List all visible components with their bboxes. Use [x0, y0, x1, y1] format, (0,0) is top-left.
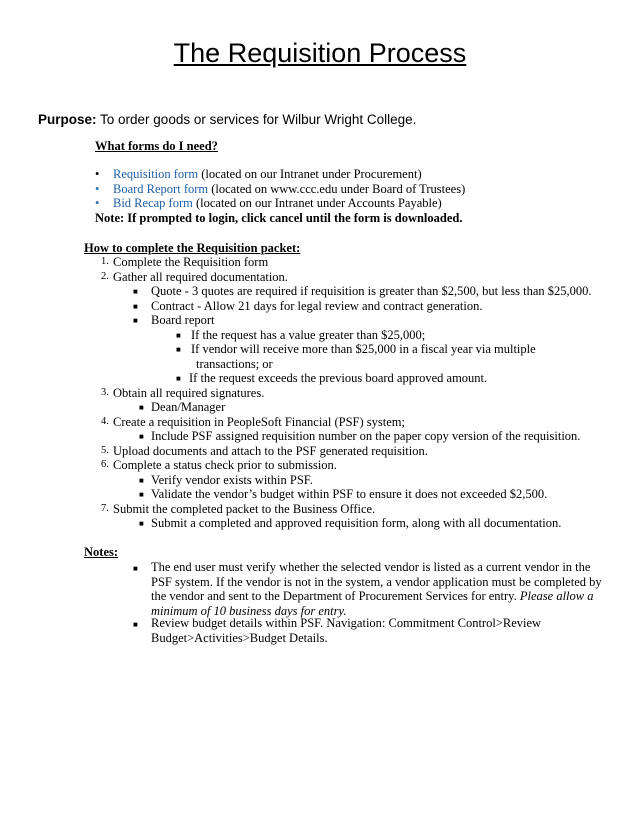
bid-recap-form-link[interactable]: Bid Recap form: [113, 196, 193, 210]
note-text: [151, 560, 606, 618]
step-text: Gather all required documentation.: [113, 269, 288, 284]
sub-sub-item-text: If the request has a value greater than $25,000;: [191, 327, 426, 342]
list-item: [95, 167, 615, 182]
forms-list: [95, 167, 615, 211]
requisition-form-link[interactable]: Requisition form: [113, 167, 199, 181]
step-text: Complete a status check prior to submission.: [113, 458, 337, 472]
step-text: Submit the completed packet to the Business Office.: [113, 501, 376, 516]
square-bullet-icon: ■: [133, 301, 138, 311]
list-item: [0, 270, 640, 285]
bullet-icon: •: [95, 181, 100, 196]
list-item: [0, 371, 640, 386]
list-item: [0, 342, 640, 357]
forms-heading: What forms do I need?: [95, 139, 218, 153]
how-heading: How to complete the Requisition packet:: [84, 241, 301, 255]
list-item: [0, 558, 640, 616]
list-item: [0, 487, 640, 502]
step-text: Upload documents and attach to the PSF generated requisition.: [113, 443, 428, 458]
square-bullet-icon: ■: [139, 403, 144, 412]
step-number: 1.: [101, 256, 109, 267]
list-item: [0, 415, 640, 430]
sub-item-text: Board report: [151, 313, 215, 327]
square-bullet-icon: ■: [133, 316, 138, 325]
list-item: [0, 473, 640, 488]
square-bullet-icon: ■: [139, 432, 144, 441]
step-number: 7.: [101, 502, 109, 514]
square-bullet-icon: ■: [133, 564, 138, 573]
step-text: Obtain all required signatures.: [113, 385, 265, 400]
list-item: [0, 299, 640, 314]
notes-heading: Notes:: [84, 545, 119, 559]
sub-item-text: Quote - 3 quotes are required if requisition is greater than $2,500, but less than $25,000.: [151, 284, 592, 298]
step-text: Create a requisition in PeopleSoft Financial (PSF) system;: [113, 414, 405, 429]
step-number: 3.: [101, 386, 109, 398]
bullet-icon: •: [95, 196, 100, 210]
bullet-icon: •: [95, 167, 100, 181]
page-title: The Requisition Process: [173, 38, 467, 68]
sub-item-text: Validate the vendor’s budget within PSF to ensure it does not exceeded $2,500.: [151, 487, 548, 501]
steps-list: [0, 255, 640, 531]
board-report-form-link[interactable]: Board Report form: [113, 181, 209, 196]
sub-item-text: Dean/Manager: [151, 400, 226, 414]
sub-sub-item-text: If the request exceeds the previous board approved amount.: [189, 371, 488, 385]
step-number: 4.: [101, 415, 109, 427]
list-item: [95, 182, 615, 197]
list-item: [0, 516, 640, 531]
square-bullet-icon: ■: [176, 345, 181, 354]
step-number: 2.: [101, 270, 109, 282]
square-bullet-icon: ■: [176, 374, 181, 383]
sub-sub-item-text: If vendor will receive more than $25,000 in a fiscal year via multiple: [191, 342, 536, 356]
step-text: Complete the Requisition form: [113, 255, 269, 269]
square-bullet-icon: ■: [133, 287, 138, 296]
square-bullet-icon: ■: [139, 475, 144, 485]
notes-list: [0, 558, 640, 645]
sub-item-text: Submit a completed and approved requisition form, along with all documentation.: [151, 516, 562, 530]
step-number: 6.: [101, 459, 109, 470]
square-bullet-icon: ■: [139, 519, 144, 528]
sub-sub-item-text: transactions; or: [196, 356, 273, 371]
purpose-text: To order goods or services for Wilbur Wright College.: [96, 112, 417, 127]
sub-item-text: Include PSF assigned requisition number on the paper copy version of the requisition.: [151, 429, 581, 443]
list-item: [0, 458, 640, 473]
list-item: [0, 400, 640, 415]
form-location: (located on our Intranet under Procurement): [198, 167, 422, 181]
note-emphasis: Please allow a minimum of 10 business days for entry.: [151, 589, 594, 618]
list-item: [0, 429, 640, 444]
square-bullet-icon: ■: [133, 620, 138, 629]
list-item-continuation: [0, 357, 640, 372]
list-item: [0, 255, 640, 270]
form-location: (located on www.ccc.edu under Board of Trustees): [208, 181, 466, 196]
list-item: [0, 284, 640, 299]
step-number: 5.: [101, 444, 109, 456]
list-item: [95, 196, 615, 211]
purpose-line: [38, 112, 416, 127]
list-item: [0, 328, 640, 343]
purpose-label: Purpose:: [38, 112, 97, 127]
sub-item-text: Contract - Allow 21 days for legal review and contract generation.: [151, 298, 483, 313]
list-item: [0, 313, 640, 328]
form-location: (located on our Intranet under Accounts Payable): [192, 196, 442, 210]
square-bullet-icon: ■: [176, 330, 181, 340]
note-body: The end user must verify whether the selected vendor is listed as a current vendor in the PSF system. If the vendor is not in the system, a vendor application must be completed by the vendor and sent to the Department of Procurement Services for entry.: [151, 560, 602, 603]
square-bullet-icon: ■: [139, 490, 144, 499]
login-note: Note: If prompted to login, click cancel until the form is downloaded.: [95, 211, 463, 225]
sub-item-text: Verify vendor exists within PSF.: [151, 472, 313, 487]
list-item: [0, 502, 640, 517]
list-item: [0, 386, 640, 401]
list-item: [0, 444, 640, 459]
note-text: Review budget details within PSF. Navigation: Commitment Control>Review Budget>Activities>Budget Details.: [151, 616, 542, 645]
